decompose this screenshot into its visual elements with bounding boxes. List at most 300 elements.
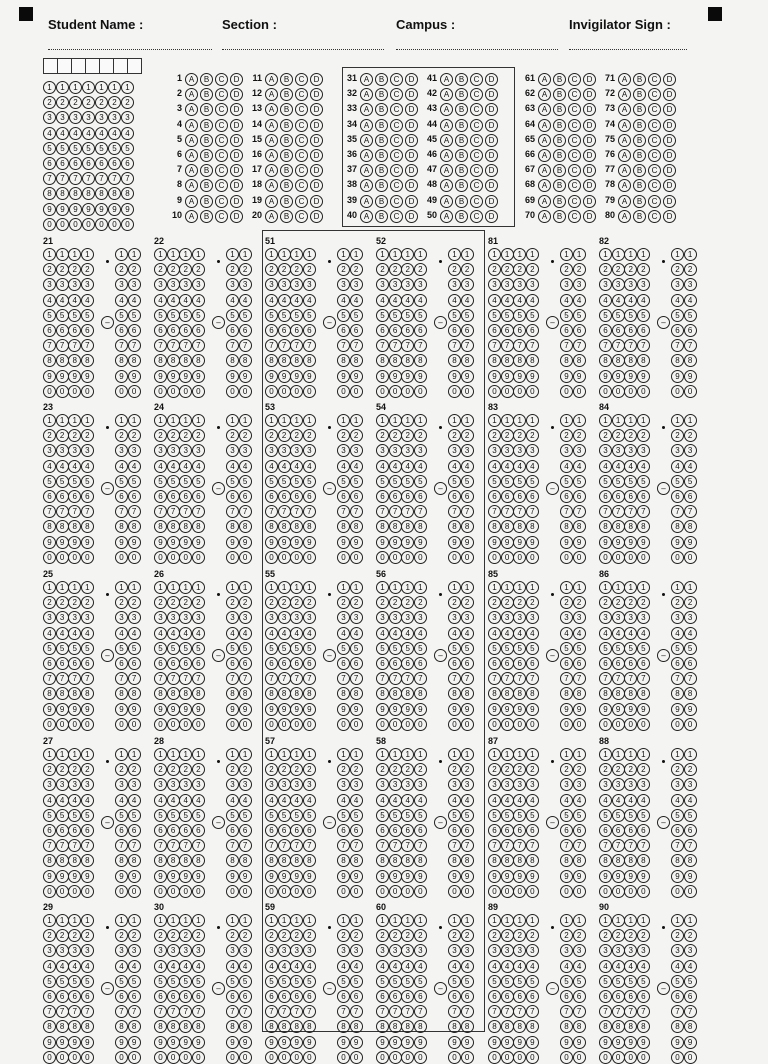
numeric-bubble[interactable]: 7 [526, 339, 539, 352]
numeric-bubble[interactable]: 6 [414, 324, 427, 337]
numeric-bubble[interactable]: 1 [239, 914, 252, 927]
mcq-bubble[interactable]: C [215, 149, 228, 162]
numeric-bubble[interactable]: 4 [389, 794, 402, 807]
numeric-bubble[interactable]: 8 [290, 854, 303, 867]
mcq-bubble[interactable]: A [618, 73, 631, 86]
numeric-bubble[interactable]: 9 [448, 1036, 461, 1049]
numeric-bubble[interactable]: 6 [278, 990, 291, 1003]
numeric-bubble[interactable]: 9 [239, 536, 252, 549]
numeric-bubble[interactable]: 6 [560, 324, 573, 337]
numeric-bubble[interactable]: 7 [501, 505, 514, 518]
mcq-bubble[interactable]: A [265, 179, 278, 192]
numeric-bubble[interactable]: 0 [290, 551, 303, 564]
numeric-bubble[interactable]: 3 [337, 444, 350, 457]
student-id-bubble[interactable]: 1 [69, 81, 82, 94]
numeric-bubble[interactable]: 7 [350, 672, 363, 685]
mcq-bubble[interactable]: C [215, 195, 228, 208]
numeric-bubble[interactable]: 5 [488, 309, 501, 322]
numeric-bubble[interactable]: 2 [671, 429, 684, 442]
numeric-bubble[interactable]: 3 [226, 944, 239, 957]
numeric-bubble[interactable]: 8 [239, 1020, 252, 1033]
numeric-bubble[interactable]: 6 [167, 824, 180, 837]
numeric-bubble[interactable]: 7 [81, 505, 94, 518]
numeric-bubble[interactable]: 9 [115, 370, 128, 383]
numeric-bubble[interactable]: 6 [192, 990, 205, 1003]
numeric-bubble[interactable]: 8 [573, 354, 586, 367]
numeric-bubble[interactable]: 0 [526, 1051, 539, 1064]
numeric-bubble[interactable]: 2 [115, 929, 128, 942]
numeric-bubble[interactable]: 7 [637, 672, 650, 685]
numeric-bubble[interactable]: 8 [81, 687, 94, 700]
numeric-bubble[interactable]: 9 [684, 870, 697, 883]
mcq-bubble[interactable]: C [648, 119, 661, 132]
mcq-bubble[interactable]: D [485, 88, 498, 101]
mcq-bubble[interactable]: D [405, 88, 418, 101]
mcq-bubble[interactable]: A [185, 195, 198, 208]
numeric-bubble[interactable]: 6 [115, 324, 128, 337]
numeric-bubble[interactable]: 0 [56, 551, 69, 564]
numeric-bubble[interactable]: 6 [401, 824, 414, 837]
numeric-bubble[interactable]: 6 [612, 990, 625, 1003]
numeric-bubble[interactable]: 2 [612, 596, 625, 609]
mcq-bubble[interactable]: D [583, 164, 596, 177]
numeric-bubble[interactable]: 3 [513, 778, 526, 791]
mcq-bubble[interactable]: D [405, 134, 418, 147]
mcq-bubble[interactable]: A [185, 119, 198, 132]
numeric-bubble[interactable]: 1 [671, 748, 684, 761]
numeric-bubble[interactable]: 0 [115, 1051, 128, 1064]
numeric-bubble[interactable]: 2 [573, 763, 586, 776]
numeric-bubble[interactable]: 3 [179, 444, 192, 457]
numeric-bubble[interactable]: 7 [337, 1005, 350, 1018]
numeric-bubble[interactable]: 6 [154, 324, 167, 337]
numeric-bubble[interactable]: 0 [488, 885, 501, 898]
numeric-bubble[interactable]: 4 [414, 794, 427, 807]
numeric-bubble[interactable]: 0 [154, 885, 167, 898]
numeric-bubble[interactable]: 6 [414, 490, 427, 503]
mcq-bubble[interactable]: B [455, 73, 468, 86]
numeric-bubble[interactable]: 5 [401, 975, 414, 988]
numeric-bubble[interactable]: 1 [488, 248, 501, 261]
student-id-bubble[interactable]: 8 [95, 187, 108, 200]
numeric-bubble[interactable]: 7 [303, 339, 316, 352]
mcq-bubble[interactable]: D [310, 134, 323, 147]
numeric-bubble[interactable]: 3 [278, 778, 291, 791]
numeric-bubble[interactable]: 4 [526, 960, 539, 973]
numeric-bubble[interactable]: 2 [154, 263, 167, 276]
numeric-bubble[interactable]: 0 [337, 1051, 350, 1064]
mcq-bubble[interactable]: B [553, 88, 566, 101]
numeric-bubble[interactable]: 7 [265, 672, 278, 685]
numeric-bubble[interactable]: 9 [43, 1036, 56, 1049]
numeric-bubble[interactable]: 3 [350, 611, 363, 624]
numeric-bubble[interactable]: 1 [389, 581, 402, 594]
numeric-bubble[interactable]: 4 [599, 960, 612, 973]
mcq-bubble[interactable]: B [553, 195, 566, 208]
mcq-bubble[interactable]: C [215, 88, 228, 101]
numeric-bubble[interactable]: 4 [337, 294, 350, 307]
numeric-bubble[interactable]: 0 [68, 885, 81, 898]
numeric-bubble[interactable]: 5 [192, 975, 205, 988]
student-id-box[interactable] [43, 58, 58, 74]
numeric-bubble[interactable]: 1 [637, 748, 650, 761]
numeric-bubble[interactable]: 7 [560, 839, 573, 852]
numeric-bubble[interactable]: 7 [337, 839, 350, 852]
numeric-bubble[interactable]: 2 [389, 596, 402, 609]
numeric-bubble[interactable]: 1 [290, 248, 303, 261]
numeric-bubble[interactable]: 4 [154, 794, 167, 807]
numeric-bubble[interactable]: 2 [612, 263, 625, 276]
mcq-bubble[interactable]: C [470, 119, 483, 132]
mcq-bubble[interactable]: D [583, 210, 596, 223]
numeric-bubble[interactable]: 2 [599, 596, 612, 609]
student-id-bubble[interactable]: 1 [121, 81, 134, 94]
minus-bubble[interactable]: – [546, 816, 559, 829]
numeric-bubble[interactable]: 6 [239, 324, 252, 337]
numeric-bubble[interactable]: 8 [337, 1020, 350, 1033]
numeric-bubble[interactable]: 7 [179, 505, 192, 518]
mcq-bubble[interactable]: A [265, 149, 278, 162]
numeric-bubble[interactable]: 7 [43, 339, 56, 352]
numeric-bubble[interactable]: 0 [179, 385, 192, 398]
numeric-bubble[interactable]: 9 [637, 1036, 650, 1049]
numeric-bubble[interactable]: 4 [290, 794, 303, 807]
numeric-bubble[interactable]: 4 [671, 627, 684, 640]
numeric-bubble[interactable]: 4 [573, 960, 586, 973]
numeric-bubble[interactable]: 5 [513, 475, 526, 488]
mcq-bubble[interactable]: D [663, 73, 676, 86]
numeric-bubble[interactable]: 9 [684, 1036, 697, 1049]
numeric-bubble[interactable]: 3 [278, 444, 291, 457]
numeric-bubble[interactable]: 9 [513, 1036, 526, 1049]
numeric-bubble[interactable]: 2 [526, 263, 539, 276]
numeric-bubble[interactable]: 0 [192, 1051, 205, 1064]
numeric-bubble[interactable]: 7 [560, 505, 573, 518]
minus-bubble[interactable]: – [434, 482, 447, 495]
numeric-bubble[interactable]: 0 [278, 885, 291, 898]
numeric-bubble[interactable]: 5 [389, 975, 402, 988]
numeric-bubble[interactable]: 5 [226, 309, 239, 322]
numeric-bubble[interactable]: 7 [179, 339, 192, 352]
mcq-bubble[interactable]: D [310, 119, 323, 132]
student-id-bubble[interactable]: 3 [108, 111, 121, 124]
numeric-bubble[interactable]: 7 [376, 505, 389, 518]
numeric-bubble[interactable]: 6 [68, 824, 81, 837]
numeric-bubble[interactable]: 2 [56, 596, 69, 609]
numeric-bubble[interactable]: 5 [488, 475, 501, 488]
mcq-bubble[interactable]: A [538, 195, 551, 208]
numeric-bubble[interactable]: 2 [488, 929, 501, 942]
numeric-bubble[interactable]: 2 [192, 763, 205, 776]
mcq-bubble[interactable]: C [648, 73, 661, 86]
numeric-bubble[interactable]: 1 [350, 748, 363, 761]
numeric-bubble[interactable]: 8 [43, 520, 56, 533]
numeric-bubble[interactable]: 7 [461, 1005, 474, 1018]
mcq-bubble[interactable]: B [280, 119, 293, 132]
numeric-bubble[interactable]: 5 [599, 309, 612, 322]
numeric-bubble[interactable]: 6 [671, 824, 684, 837]
numeric-bubble[interactable]: 9 [637, 370, 650, 383]
numeric-bubble[interactable]: 3 [599, 778, 612, 791]
numeric-bubble[interactable]: 8 [115, 687, 128, 700]
numeric-bubble[interactable]: 4 [265, 460, 278, 473]
numeric-bubble[interactable]: 5 [684, 809, 697, 822]
numeric-bubble[interactable]: 7 [526, 1005, 539, 1018]
student-id-bubble[interactable]: 1 [43, 81, 56, 94]
numeric-bubble[interactable]: 6 [337, 990, 350, 1003]
numeric-bubble[interactable]: 3 [612, 444, 625, 457]
numeric-bubble[interactable]: 7 [389, 672, 402, 685]
numeric-bubble[interactable]: 5 [376, 975, 389, 988]
student-id-bubble[interactable]: 2 [69, 96, 82, 109]
numeric-bubble[interactable]: 8 [461, 354, 474, 367]
numeric-bubble[interactable]: 8 [526, 1020, 539, 1033]
numeric-bubble[interactable]: 7 [513, 505, 526, 518]
mcq-bubble[interactable]: A [185, 134, 198, 147]
numeric-bubble[interactable]: 2 [303, 429, 316, 442]
numeric-bubble[interactable]: 6 [154, 490, 167, 503]
numeric-bubble[interactable]: 9 [637, 703, 650, 716]
numeric-bubble[interactable]: 5 [290, 975, 303, 988]
numeric-bubble[interactable]: 4 [376, 960, 389, 973]
mcq-bubble[interactable]: B [633, 164, 646, 177]
numeric-bubble[interactable]: 1 [81, 581, 94, 594]
numeric-bubble[interactable]: 7 [115, 339, 128, 352]
student-id-bubble[interactable]: 6 [56, 157, 69, 170]
numeric-bubble[interactable]: 6 [389, 324, 402, 337]
numeric-bubble[interactable]: 5 [337, 809, 350, 822]
mcq-bubble[interactable]: C [470, 210, 483, 223]
numeric-bubble[interactable]: 7 [192, 672, 205, 685]
numeric-bubble[interactable]: 4 [179, 460, 192, 473]
numeric-bubble[interactable]: 1 [612, 414, 625, 427]
numeric-bubble[interactable]: 9 [239, 1036, 252, 1049]
mcq-bubble[interactable]: D [310, 73, 323, 86]
numeric-bubble[interactable]: 8 [81, 354, 94, 367]
numeric-bubble[interactable]: 0 [612, 1051, 625, 1064]
numeric-bubble[interactable]: 0 [350, 1051, 363, 1064]
numeric-bubble[interactable]: 6 [488, 324, 501, 337]
numeric-bubble[interactable]: 1 [684, 914, 697, 927]
numeric-bubble[interactable]: 1 [624, 248, 637, 261]
numeric-bubble[interactable]: 7 [671, 1005, 684, 1018]
numeric-bubble[interactable]: 2 [599, 263, 612, 276]
numeric-bubble[interactable]: 8 [265, 354, 278, 367]
student-id-bubble[interactable]: 1 [108, 81, 121, 94]
mcq-bubble[interactable]: C [390, 195, 403, 208]
numeric-bubble[interactable]: 9 [179, 703, 192, 716]
numeric-bubble[interactable]: 7 [56, 505, 69, 518]
numeric-bubble[interactable]: 9 [448, 703, 461, 716]
numeric-bubble[interactable]: 6 [513, 324, 526, 337]
numeric-bubble[interactable]: 3 [526, 611, 539, 624]
numeric-bubble[interactable]: 5 [637, 642, 650, 655]
numeric-bubble[interactable]: 3 [43, 944, 56, 957]
numeric-bubble[interactable]: 2 [167, 763, 180, 776]
numeric-bubble[interactable]: 7 [278, 505, 291, 518]
numeric-bubble[interactable]: 6 [526, 657, 539, 670]
numeric-bubble[interactable]: 2 [501, 263, 514, 276]
numeric-bubble[interactable]: 7 [389, 505, 402, 518]
numeric-bubble[interactable]: 2 [671, 763, 684, 776]
student-id-bubble[interactable]: 3 [56, 111, 69, 124]
numeric-bubble[interactable]: 8 [526, 854, 539, 867]
numeric-bubble[interactable]: 0 [303, 718, 316, 731]
mcq-bubble[interactable]: A [538, 164, 551, 177]
numeric-bubble[interactable]: 6 [179, 490, 192, 503]
numeric-bubble[interactable]: 2 [376, 929, 389, 942]
numeric-bubble[interactable]: 4 [192, 460, 205, 473]
numeric-bubble[interactable]: 2 [192, 929, 205, 942]
numeric-bubble[interactable]: 7 [265, 839, 278, 852]
mcq-bubble[interactable]: B [455, 134, 468, 147]
numeric-bubble[interactable]: 6 [128, 324, 141, 337]
numeric-bubble[interactable]: 0 [81, 718, 94, 731]
numeric-bubble[interactable]: 3 [303, 778, 316, 791]
numeric-bubble[interactable]: 6 [239, 657, 252, 670]
mcq-bubble[interactable]: C [215, 103, 228, 116]
minus-bubble[interactable]: – [434, 316, 447, 329]
numeric-bubble[interactable]: 4 [599, 794, 612, 807]
numeric-bubble[interactable]: 9 [488, 370, 501, 383]
numeric-bubble[interactable]: 7 [128, 839, 141, 852]
numeric-bubble[interactable]: 1 [684, 248, 697, 261]
numeric-bubble[interactable]: 0 [290, 718, 303, 731]
mcq-bubble[interactable]: B [455, 149, 468, 162]
numeric-bubble[interactable]: 7 [128, 339, 141, 352]
mcq-bubble[interactable]: D [583, 149, 596, 162]
numeric-bubble[interactable]: 7 [290, 505, 303, 518]
numeric-bubble[interactable]: 5 [278, 309, 291, 322]
minus-bubble[interactable]: – [212, 816, 225, 829]
numeric-bubble[interactable]: 0 [179, 718, 192, 731]
numeric-bubble[interactable]: 5 [414, 975, 427, 988]
student-id-bubble[interactable]: 8 [82, 187, 95, 200]
numeric-bubble[interactable]: 3 [290, 611, 303, 624]
numeric-bubble[interactable]: 6 [684, 324, 697, 337]
numeric-bubble[interactable]: 8 [68, 687, 81, 700]
student-id-bubble[interactable]: 5 [121, 142, 134, 155]
numeric-bubble[interactable]: 5 [115, 309, 128, 322]
numeric-bubble[interactable]: 9 [290, 870, 303, 883]
numeric-bubble[interactable]: 3 [389, 611, 402, 624]
numeric-bubble[interactable]: 0 [560, 385, 573, 398]
mcq-bubble[interactable]: C [295, 73, 308, 86]
mcq-bubble[interactable]: B [553, 179, 566, 192]
numeric-bubble[interactable]: 2 [448, 596, 461, 609]
numeric-bubble[interactable]: 0 [414, 385, 427, 398]
numeric-bubble[interactable]: 5 [115, 642, 128, 655]
numeric-bubble[interactable]: 6 [179, 657, 192, 670]
numeric-bubble[interactable]: 6 [637, 824, 650, 837]
numeric-bubble[interactable]: 8 [115, 1020, 128, 1033]
student-id-bubble[interactable]: 4 [56, 127, 69, 140]
student-id-bubble[interactable]: 5 [95, 142, 108, 155]
numeric-bubble[interactable]: 7 [671, 505, 684, 518]
numeric-bubble[interactable]: 7 [414, 1005, 427, 1018]
numeric-bubble[interactable]: 4 [278, 960, 291, 973]
mcq-bubble[interactable]: B [633, 149, 646, 162]
numeric-bubble[interactable]: 0 [599, 885, 612, 898]
numeric-bubble[interactable]: 4 [501, 294, 514, 307]
numeric-bubble[interactable]: 9 [167, 703, 180, 716]
numeric-bubble[interactable]: 9 [192, 703, 205, 716]
numeric-bubble[interactable]: 0 [154, 718, 167, 731]
numeric-bubble[interactable]: 7 [488, 339, 501, 352]
numeric-bubble[interactable]: 5 [599, 475, 612, 488]
numeric-bubble[interactable]: 3 [401, 444, 414, 457]
numeric-bubble[interactable]: 5 [128, 309, 141, 322]
numeric-bubble[interactable]: 3 [81, 778, 94, 791]
student-id-bubble[interactable]: 6 [82, 157, 95, 170]
numeric-bubble[interactable]: 2 [414, 263, 427, 276]
numeric-bubble[interactable]: 5 [179, 309, 192, 322]
mcq-bubble[interactable]: C [648, 149, 661, 162]
numeric-bubble[interactable]: 9 [43, 870, 56, 883]
numeric-bubble[interactable]: 3 [265, 278, 278, 291]
mcq-bubble[interactable]: A [440, 164, 453, 177]
numeric-bubble[interactable]: 3 [115, 444, 128, 457]
numeric-bubble[interactable]: 8 [612, 520, 625, 533]
numeric-bubble[interactable]: 4 [637, 627, 650, 640]
numeric-bubble[interactable]: 0 [376, 885, 389, 898]
numeric-bubble[interactable]: 7 [612, 339, 625, 352]
numeric-bubble[interactable]: 1 [401, 248, 414, 261]
mcq-bubble[interactable]: B [200, 149, 213, 162]
numeric-bubble[interactable]: 4 [513, 627, 526, 640]
numeric-bubble[interactable]: 2 [68, 929, 81, 942]
numeric-bubble[interactable]: 0 [43, 1051, 56, 1064]
numeric-bubble[interactable]: 0 [513, 385, 526, 398]
numeric-bubble[interactable]: 5 [671, 475, 684, 488]
numeric-bubble[interactable]: 2 [526, 929, 539, 942]
numeric-bubble[interactable]: 7 [303, 1005, 316, 1018]
numeric-bubble[interactable]: 6 [167, 324, 180, 337]
numeric-bubble[interactable]: 9 [637, 870, 650, 883]
numeric-bubble[interactable]: 3 [599, 444, 612, 457]
numeric-bubble[interactable]: 6 [115, 990, 128, 1003]
numeric-bubble[interactable]: 8 [192, 1020, 205, 1033]
numeric-bubble[interactable]: 5 [303, 809, 316, 822]
numeric-bubble[interactable]: 0 [239, 1051, 252, 1064]
numeric-bubble[interactable]: 0 [265, 1051, 278, 1064]
mcq-bubble[interactable]: C [648, 88, 661, 101]
numeric-bubble[interactable]: 6 [303, 824, 316, 837]
numeric-bubble[interactable]: 2 [265, 596, 278, 609]
numeric-bubble[interactable]: 5 [624, 309, 637, 322]
numeric-bubble[interactable]: 7 [192, 339, 205, 352]
numeric-bubble[interactable]: 0 [154, 551, 167, 564]
numeric-bubble[interactable]: 2 [624, 929, 637, 942]
numeric-bubble[interactable]: 6 [81, 324, 94, 337]
numeric-bubble[interactable]: 9 [192, 1036, 205, 1049]
numeric-bubble[interactable]: 2 [43, 763, 56, 776]
numeric-bubble[interactable]: 8 [684, 687, 697, 700]
numeric-bubble[interactable]: 7 [513, 839, 526, 852]
numeric-bubble[interactable]: 8 [612, 854, 625, 867]
numeric-bubble[interactable]: 7 [637, 839, 650, 852]
numeric-bubble[interactable]: 9 [303, 870, 316, 883]
numeric-bubble[interactable]: 4 [43, 960, 56, 973]
numeric-bubble[interactable]: 6 [526, 490, 539, 503]
student-id-bubble[interactable]: 9 [82, 203, 95, 216]
numeric-bubble[interactable]: 8 [43, 854, 56, 867]
numeric-bubble[interactable]: 8 [154, 854, 167, 867]
numeric-bubble[interactable]: 3 [637, 611, 650, 624]
numeric-bubble[interactable]: 1 [401, 581, 414, 594]
numeric-bubble[interactable]: 7 [81, 1005, 94, 1018]
numeric-bubble[interactable]: 0 [461, 885, 474, 898]
